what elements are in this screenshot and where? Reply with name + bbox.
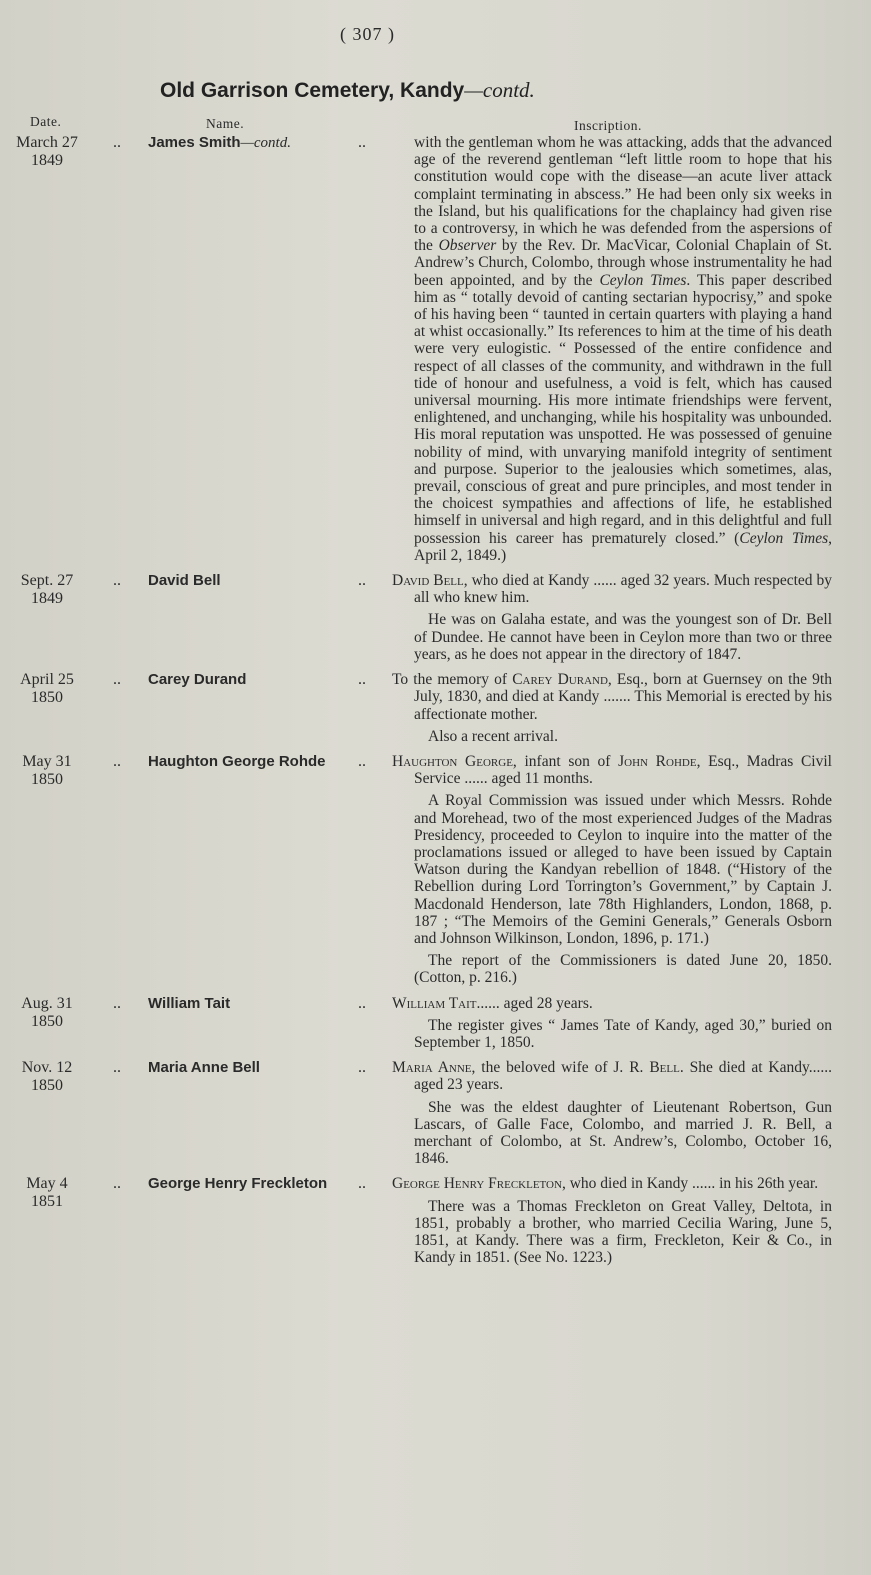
date-year: 1851 bbox=[31, 1193, 63, 1211]
inscription-paragraph bbox=[392, 1017, 832, 1051]
date-day: Sept. 27 bbox=[20, 572, 74, 590]
date-year: 1850 bbox=[31, 689, 63, 707]
inscription-paragraph bbox=[392, 995, 832, 1012]
leader-dots: .. bbox=[113, 1175, 121, 1193]
text-segment: A Royal Commission was issued under which Messrs. Rohde and Morehead, two of the most experienced Judges of the Madras Presidency, proceeded to Ceylon to inquire into the matter of the proclamations issued or alleged to have been issued by Captain Watson during the Kandyan rebellion of 1848. (“History of the Rebellion during Lord Torrington’s Government,” by Captain J. Macdonald Henderson, late 78th Highlanders, London, 1868, p. 187 ; “The Memoirs of the Gemini Generals,” Generals Osborn and Johnson Wilkinson, London, 1896, p. 171.) bbox=[414, 792, 832, 947]
name-text: Haughton George Rohde bbox=[148, 752, 326, 770]
inscription bbox=[392, 995, 832, 1052]
entry-date bbox=[4, 753, 90, 789]
text-segment: , Esq., born at Guernsey on the 9th July, 1830, and died at Kandy ....... This Memorial is erected by his affectionate mother. bbox=[414, 671, 832, 723]
inscription bbox=[392, 671, 832, 745]
text-segment: , who died in Kandy ...... in his 26th year. bbox=[561, 1175, 819, 1193]
entry bbox=[0, 671, 871, 745]
entry-date bbox=[4, 1175, 90, 1211]
name-text: Carey Durand bbox=[148, 671, 247, 689]
leader-dots: .. bbox=[113, 994, 121, 1012]
leader-dots: .. bbox=[358, 671, 366, 689]
name-text: Maria Anne Bell bbox=[148, 1059, 260, 1077]
inscription-paragraph bbox=[392, 1099, 832, 1168]
inscription bbox=[392, 134, 832, 564]
text-segment: She was the eldest daughter of Lieutenant Robertson, Gun Lascars, of Galle Face, Colombo, and married J. R. Bell, a merchant of Colombo, at St. Andrew’s, Colombo, October 16, 1846. bbox=[414, 1098, 832, 1168]
leader-dots: .. bbox=[358, 1059, 366, 1077]
text-segment: ...... aged 28 years. bbox=[476, 994, 593, 1012]
name-text: George Henry Freckleton bbox=[148, 1175, 328, 1193]
text-segment: To the memory of bbox=[392, 671, 513, 689]
name-text: William Tait bbox=[148, 994, 231, 1012]
inscription-paragraph bbox=[392, 671, 832, 723]
text-segment: with the gentleman whom he was attacking, adds that the advanced age of the reverend gentleman “left little room to hope that his constitution would cope with the disease—an acute liver attack complaint terminating in abscess.” He had been only six weeks in the Island, but his qualifications for the chaplaincy had given rise to a controversy, in which he was defended from the aspersions of the bbox=[414, 134, 832, 255]
text-segment: , who died at Kandy ...... aged 32 years. Much respected by all who knew him. bbox=[414, 572, 832, 607]
leader-dots: .. bbox=[113, 671, 121, 689]
text-segment: The report of the Commissioners is dated June 20, 1850. (Cotton, p. 216.) bbox=[414, 952, 832, 987]
entry bbox=[0, 134, 871, 564]
leader-dots: .. bbox=[113, 1059, 121, 1077]
page-title bbox=[160, 78, 535, 103]
text-segment: The register gives “ James Tate of Kandy, aged 30,” buried on September 1, 1850. bbox=[414, 1016, 832, 1051]
date-day: May 31 bbox=[22, 752, 72, 770]
title-suffix: —contd. bbox=[464, 78, 535, 102]
entry-name bbox=[148, 1175, 327, 1192]
inscription bbox=[392, 572, 832, 663]
entry bbox=[0, 1059, 871, 1167]
entry bbox=[0, 572, 871, 663]
text-segment: . This paper described him as “ totally devoid of canting sectarian hypocrisy,” and spoke of his having been “ taunted in certain quarters with playing a hand at whist occasionally.” Its references to him at the time of his death were very eulogistic. “ Possessed of the entire confidence and respect of all classes of the community, and withdrawn in the full tide of honour and usefulness, a void is felt, which has caused universal mourning. His more intimate friendships were fervent, enlightened, and unchanging, while his hospitality was unbounded. His moral reputation was unspotted. He was possessed of genuine nobility of mind, with unvarying manifold integrity of sentiment and purpose. Superior to the jealousies which sometimes, alas, prevail, conscious of great and pure principles, and most tender in the choicest sympathies and affections of life, he established himself in universal and high regard, and in this delightful and full possession his career has prematurely closed.” ( bbox=[414, 271, 833, 547]
date-day: April 25 bbox=[20, 671, 74, 689]
entry-name bbox=[148, 1059, 260, 1076]
entry-name bbox=[148, 134, 291, 152]
leader-dots: .. bbox=[358, 752, 366, 770]
date-day: Nov. 12 bbox=[21, 1059, 73, 1077]
inscription bbox=[392, 753, 832, 987]
inscription-paragraph bbox=[392, 1059, 832, 1093]
text-segment: Ceylon Times bbox=[599, 271, 687, 289]
date-day: May 4 bbox=[26, 1175, 68, 1193]
text-segment: David Bell bbox=[392, 572, 464, 590]
text-segment: , Esq., Madras Civil Service ...... aged 11 months. bbox=[414, 752, 832, 788]
text-segment: There was a Thomas Freckleton on Great Valley, Deltota, in 1851, probably a brother, who married Cecilia Waring, June 5, 1851, at Kandy. There was a firm, Freckleton, Keir & Co., in Kandy in 1851. (See No. 1223.) bbox=[414, 1197, 832, 1267]
entry-date bbox=[4, 995, 90, 1031]
date-year: 1850 bbox=[31, 770, 63, 788]
inscription-paragraph bbox=[392, 572, 832, 606]
column-header-inscription: Inscription. bbox=[574, 118, 642, 133]
date-year: 1849 bbox=[31, 152, 63, 169]
date-day: Aug. 31 bbox=[21, 994, 73, 1012]
entry-date bbox=[4, 134, 90, 170]
text-segment: , the beloved wife of J. R. bbox=[471, 1059, 650, 1077]
leader-dots: .. bbox=[113, 752, 121, 770]
text-segment: , infant son of bbox=[512, 752, 619, 770]
leader-dots: .. bbox=[358, 1175, 366, 1193]
page-number: ( 307 ) bbox=[340, 24, 395, 44]
leader-dots: .. bbox=[113, 572, 121, 590]
inscription-paragraph bbox=[392, 728, 832, 745]
inscription-paragraph bbox=[392, 753, 832, 787]
entry-name bbox=[148, 995, 230, 1012]
entry-date bbox=[4, 572, 90, 608]
entry-name bbox=[148, 671, 246, 688]
column-header-name: Name. bbox=[206, 116, 245, 131]
entry-name bbox=[148, 572, 221, 589]
text-segment: He was on Galaha estate, and was the youngest son of Dr. Bell of Dundee. He cannot have been in Ceylon more than two or three years, as he does not appear in the directory of 1847. bbox=[414, 611, 832, 663]
leader-dots: .. bbox=[358, 134, 366, 151]
date-year: 1850 bbox=[31, 1077, 63, 1095]
title-text: Old Garrison Cemetery, Kandy bbox=[160, 79, 465, 102]
text-segment: Also a recent arrival. bbox=[428, 727, 558, 745]
text-segment: Observer bbox=[438, 237, 497, 255]
inscription bbox=[392, 1059, 832, 1167]
inscription-paragraph bbox=[392, 792, 832, 947]
date-year: 1849 bbox=[31, 590, 63, 608]
text-segment: Carey Durand bbox=[512, 671, 608, 689]
text-segment: , April 2, 1849.) bbox=[414, 529, 832, 564]
text-segment: by the Rev. Dr. MacVicar, Colonial Chaplain of St. Andrew’s Church, Colombo, through whose instrumentality he had been appointed, and by the bbox=[414, 237, 832, 289]
text-segment: George Henry Freckleton bbox=[392, 1175, 562, 1193]
text-segment: John Rohde bbox=[618, 752, 697, 770]
inscription-paragraph bbox=[392, 134, 832, 564]
entry-date bbox=[4, 1059, 90, 1095]
text-segment: Bell bbox=[649, 1059, 680, 1077]
entry bbox=[0, 1175, 871, 1266]
name-text: David Bell bbox=[148, 572, 221, 590]
text-segment: Maria Anne bbox=[392, 1059, 472, 1077]
inscription-paragraph bbox=[392, 1198, 832, 1267]
name-text: James Smith bbox=[148, 134, 241, 151]
name-suffix: —contd. bbox=[240, 135, 291, 151]
inscription bbox=[392, 1175, 832, 1266]
inscription-paragraph bbox=[392, 952, 832, 986]
entries-list bbox=[0, 134, 871, 1294]
entry-name bbox=[148, 753, 326, 770]
text-segment: Ceylon Times bbox=[739, 529, 829, 547]
inscription-paragraph bbox=[392, 1175, 832, 1192]
text-segment: . She died at Kandy...... aged 23 years. bbox=[414, 1059, 832, 1094]
entry bbox=[0, 753, 871, 987]
entry bbox=[0, 995, 871, 1052]
text-segment: William Tait bbox=[392, 994, 477, 1012]
inscription-paragraph bbox=[392, 611, 832, 663]
leader-dots: .. bbox=[358, 994, 366, 1012]
date-day: March 27 bbox=[16, 134, 78, 151]
entry-date bbox=[4, 671, 90, 707]
text-segment: Haughton George bbox=[392, 752, 513, 770]
date-year: 1850 bbox=[31, 1012, 63, 1030]
leader-dots: .. bbox=[113, 134, 121, 151]
column-header-date: Date. bbox=[30, 114, 62, 129]
leader-dots: .. bbox=[358, 572, 366, 590]
